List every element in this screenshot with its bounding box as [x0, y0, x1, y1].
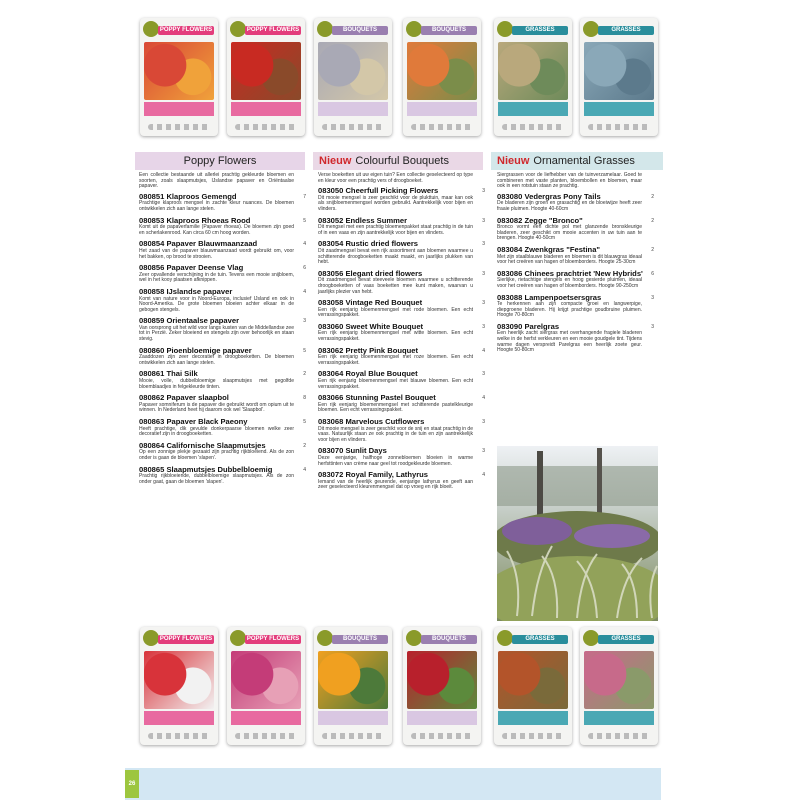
packet-stripe	[231, 102, 301, 116]
brand-logo-icon	[583, 21, 599, 37]
seed-packet	[314, 18, 392, 136]
product-count: 3	[482, 217, 485, 224]
product-title: 083088 Lampenpoetsersgras	[497, 292, 602, 302]
seed-packet	[494, 627, 572, 745]
product-desc: Van oorsprong uit het wild voor langs kusten van de Middellandse zee tot in Perzië. Zeker bloeiend en stengels zijn over behoorlijk en staan stevig.	[139, 324, 294, 343]
product-title: 080864 Californische Slaapmutsjes	[139, 440, 266, 450]
seed-packet	[140, 627, 218, 745]
column-poppy	[139, 172, 306, 489]
packet-brand: GRASSES	[598, 635, 654, 644]
product-title: 083082 Zegge "Bronco"	[497, 215, 583, 225]
product-desc: Bronco vormt een dichte pol met glanzende bronskleurige bladeren, zeer geschikt om mooie accenten in uw tuin aan te brengen. Hoogte 40-50cm	[497, 224, 642, 242]
product-desc: Dit mooie mengsel is zeer geschikt voor de plukttuin, maar kan ook als snijbloemenmengsel worden gebruikt. Aantrekkelijk voor bijen en vlinders.	[318, 194, 473, 212]
seed-packet	[580, 18, 658, 136]
product-title: 083062 Pretty Pink Bouquet	[318, 345, 419, 355]
product-item	[318, 369, 485, 390]
product-count: 3	[482, 419, 485, 425]
product-item	[497, 268, 654, 290]
brand-logo-icon	[317, 21, 333, 37]
packet-icons	[502, 733, 564, 739]
brand-logo-icon	[497, 21, 513, 37]
product-desc: Mooie, volle, dubbelbloemige slaapmutsjes met gegolfde bloemblaadjes in felgekleurde tinten.	[139, 378, 294, 390]
product-title: 080851 Klaproos Gemengd	[139, 191, 237, 201]
packet-stripe	[318, 711, 388, 725]
packet-brand: BOUQUETS	[332, 26, 388, 35]
product-title: 083054 Rustic dried flowers	[318, 239, 419, 249]
seed-packet	[494, 18, 572, 136]
product-title: 080858 IJslandse papaver	[139, 286, 233, 296]
product-count: 4	[303, 241, 306, 248]
packet-stripe	[318, 102, 388, 116]
packet-brand: POPPY FLOWERS	[246, 27, 300, 33]
product-title: 083070 Sunlit Days	[318, 446, 387, 456]
packet-photo	[498, 651, 568, 709]
product-desc: Het zaad van de papaver blauwmaanzaad wordt gebruikt om, voor het bakken, op brood te strooien.	[139, 247, 294, 260]
section-header-bouquets	[313, 152, 483, 170]
product-item	[318, 470, 485, 491]
product-desc: Dit mooie mengsel is zeer geschikt voor de snij en staat prachtig in de vaas. Natuurlijk staan ze ook prachtig in de tuin en zijn aantrekkelijk voor bijen en vlinders.	[318, 425, 473, 443]
packet-stripe	[498, 102, 568, 116]
product-count: 5	[303, 217, 306, 224]
packet-photo	[144, 42, 214, 100]
product-title: 080859 Orientaalse papaver	[139, 316, 240, 326]
product-desc: De bladeren zijn groen en grasachtig en de bloeiwijze heeft zeer fraaie pluimen. Hoogte 40-60cm	[497, 200, 642, 212]
product-desc: Op een zonnige plekje gezaaid zijn prachtig rijkbloeiend. Als de zon onder is gaan de bloemen 'slapen'.	[139, 449, 294, 461]
packet-stripe	[584, 102, 654, 116]
section-intro: Siergrassen voor de liefhebber van de tuinverzamelaar. Goed te combineren met vaste planten, bloembollen en bloemen, maar ook in een rotstuin staan ze prachtig.	[497, 172, 642, 190]
packet-brand: GRASSES	[512, 635, 568, 644]
product-title: 083052 Endless Summer	[318, 215, 408, 225]
product-desc: Te herkennen aan zijn compacte groei en langwerpige, diepgroene bladeren. Hij krijgt prachtige goudbruine pluimen. Hoogte 70-80cm	[497, 301, 642, 319]
seed-packet	[580, 627, 658, 745]
section-title: Poppy Flowers	[183, 155, 257, 167]
packet-brand: GRASSES	[598, 26, 654, 35]
seed-packet	[403, 18, 481, 136]
product-desc: Iemand van de heerlijk geurende, eenjarige lathyrus en geeft aan zeer geselecteerd kleurenmengsel dat op vroeg en rijk bloeit.	[318, 478, 473, 491]
packet-stripe	[144, 102, 214, 116]
product-desc: Een rijk eenjarig bloemenmengsel met schitterende pastelkleurige bloemen. Een echt verrassingspakket.	[318, 401, 473, 414]
product-title: 080856 Papaver Deense Vlag	[139, 263, 244, 273]
product-count: 3	[482, 241, 485, 248]
product-title: 083090 Parelgras	[497, 321, 560, 331]
product-item	[139, 369, 306, 390]
brand-logo-icon	[497, 630, 513, 646]
product-item	[318, 321, 485, 343]
product-item	[497, 215, 654, 242]
packet-icons	[235, 733, 297, 739]
product-desc: Een heerlijk zacht siergras met overhangende fragiele bladeren welke in de herfst verkleuren en een mooie goudgele tint. Tijdens warme dagen verspreidt Parelgras een heerlijk zoete geur. Hoogte 50-80cm	[497, 330, 642, 354]
product-title: 083066 Stunning Pastel Bouquet	[318, 393, 436, 403]
packet-icons	[148, 733, 210, 739]
product-title: 080860 Pioenbloemige papaver	[139, 345, 252, 355]
seed-packet	[227, 627, 305, 745]
product-count: 2	[651, 246, 654, 253]
product-count: 7	[303, 193, 306, 200]
product-desc: Dit mengsel met een prachtig bloemenpakket staat prachtig in de tuin of in een vaas en zijn aantrekkelijk voor bijen en vlinders.	[318, 224, 473, 236]
packet-icons	[322, 124, 384, 130]
section-title: Ornamental Grasses	[533, 155, 635, 167]
packet-icons	[411, 124, 473, 130]
packet-photo	[407, 651, 477, 709]
packet-stripe	[144, 711, 214, 725]
product-desc: Met zijn staalblauwe bladeren en bloemen is dit blauwgras ideaal voor het creëren van hagen of bloemborders. Hoogte 25-30cm	[497, 253, 642, 266]
packet-icons	[235, 124, 297, 130]
product-title: 083084 Zwenkgras "Festina"	[497, 244, 601, 254]
product-count: 3	[482, 371, 485, 378]
product-item	[139, 215, 306, 237]
packet-icons	[322, 733, 384, 739]
packet-brand: BOUQUETS	[421, 635, 477, 644]
product-desc: Zeer opvallende verschijning in de tuin. Tevens een mooie snijbloem, wel in het kooy plaatsen afknippen.	[139, 271, 294, 284]
product-item	[318, 186, 485, 212]
packet-stripe	[407, 711, 477, 725]
section-header-poppy	[135, 152, 305, 170]
packet-photo	[231, 651, 301, 709]
product-item	[497, 292, 654, 319]
garden-photo	[497, 446, 658, 621]
brand-logo-icon	[230, 630, 246, 646]
product-item	[318, 417, 485, 443]
product-count: 3	[482, 300, 485, 307]
product-desc: Prachtig rijkbloeiende, dubbelbloemige slaapmutsjes. Als de zon onder gaat, gaan de bloemen 'slapen'.	[139, 473, 294, 485]
packet-photo	[318, 42, 388, 100]
section-intro: Een collectie bestaande uit allerlei prachtig gekleurde bloemen en soorten, zoals slaapmutsjes, IJslandse papaver en Oriëntaalse papaver.	[139, 172, 294, 190]
product-desc: Sierlijke, rietachtige stengels en hoog gesierde pluimen, ideaal voor het creëren van hagen of bloemborders. Hoogte 90-250cm	[497, 277, 642, 289]
product-title: 083056 Elegant dried flowers	[318, 268, 423, 278]
packet-stripe	[498, 711, 568, 725]
product-count: 3	[303, 318, 306, 325]
product-title: 083068 Marvelous Cutflowers	[318, 417, 425, 426]
product-item	[318, 393, 485, 414]
seed-packet	[314, 627, 392, 745]
product-count: 3	[651, 323, 654, 330]
product-count: 4	[482, 472, 485, 479]
new-badge: Nieuw	[497, 155, 530, 167]
product-title: 080853 Klaproos Rhoeas Rood	[139, 215, 251, 225]
product-item	[139, 393, 306, 414]
product-desc: Zaaddozen zijn zeer decoratief in droogboeketten. De bloemen ontwikkelen zich aan lange stelen.	[139, 354, 294, 366]
packet-photo	[498, 42, 568, 100]
product-count: 2	[303, 442, 306, 449]
product-item	[139, 440, 306, 462]
section-intro: Verse boeketten uit uw eigen tuin? Een collectie geselecteerd op type en kleur voor een prachtig vers of droogboeket.	[318, 172, 473, 184]
product-title: 080865 Slaapmutsjes Dubbelbloemig	[139, 464, 273, 474]
grasses-photo-illustration	[497, 446, 658, 621]
product-count: 2	[303, 371, 306, 378]
product-title: 083060 Sweet White Bouquet	[318, 321, 424, 331]
product-count: 4	[303, 466, 306, 473]
packet-stripe	[407, 102, 477, 116]
product-count: 2	[651, 193, 654, 200]
product-item	[497, 321, 654, 354]
product-item	[139, 316, 306, 343]
packet-brand: BOUQUETS	[332, 635, 388, 644]
product-title: 080863 Papaver Black Paeony	[139, 417, 248, 426]
product-count: 3	[651, 294, 654, 301]
product-title: 080861 Thai Silk	[139, 369, 198, 379]
packet-icons	[588, 124, 650, 130]
product-item	[139, 239, 306, 260]
brand-logo-icon	[143, 21, 159, 37]
product-item	[318, 345, 485, 367]
packet-photo	[584, 42, 654, 100]
packet-stripe	[231, 711, 301, 725]
product-desc: Een rijk eenjarig bloemenmengsel met roze bloemen. Een echt verrassingspakket.	[318, 354, 473, 366]
packet-stripe	[584, 711, 654, 725]
product-item	[318, 298, 485, 319]
product-desc: Een rijk eenjarig bloemenmengsel met blauwe bloemen. Een echt verrassingspakket.	[318, 378, 473, 390]
packet-icons	[502, 124, 564, 130]
product-item	[497, 244, 654, 266]
product-count: 3	[482, 448, 485, 455]
packet-brand: POPPY FLOWERS	[159, 27, 213, 33]
product-desc: Komt van nature voor in Noord-Europa, inclusief IJsland en ook in Noord-Amerika. De grote bloemen bloeien achter elkaar in de gebogen stengels.	[139, 295, 294, 313]
product-item	[318, 446, 485, 467]
product-count: 3	[482, 323, 485, 330]
packet-brand: BOUQUETS	[421, 26, 477, 35]
product-desc: Dit zaadmengsel bevat steeveele bloemen waarmee u schitterende droogboeketten of vaas boeketten mee kunt maken, waarvan u jaarlijks plezier van hebt.	[318, 277, 473, 295]
product-title: 083058 Vintage Red Bouquet	[318, 298, 423, 308]
product-title: 083072 Royal Family, Lathyrus	[318, 470, 429, 480]
footer-bar	[125, 768, 661, 800]
product-title: 080854 Papaver Blauwmaanzaad	[139, 239, 258, 249]
product-desc: Een rijk eenjarig bloemenmengsel met rode bloemen. Een echt verrassingspakket.	[318, 306, 473, 319]
product-title: 083080 Vedergras Pony Tails	[497, 191, 601, 201]
product-title: 080862 Papaver slaapbol	[139, 393, 229, 403]
packet-photo	[231, 42, 301, 100]
product-item	[318, 239, 485, 266]
product-count: 2	[651, 217, 654, 224]
packet-brand: POPPY FLOWERS	[159, 636, 213, 642]
column-grasses	[497, 172, 654, 358]
product-count: 5	[303, 419, 306, 425]
product-desc: Prachtige klaproos mengsel in zachte kleur nuances. De bloemen ontwikkelen zich aan lange stelen.	[139, 200, 294, 212]
section-title: Colourful Bouquets	[355, 155, 449, 167]
product-item	[139, 345, 306, 367]
product-item	[139, 464, 306, 486]
product-item	[318, 268, 485, 295]
product-count: 6	[303, 265, 306, 272]
product-desc: Heeft prachtige, dik gevulde donkerpaarse bloemen welke zeer decoratief zijn in droogboeketten.	[139, 425, 294, 438]
product-count: 4	[482, 395, 485, 402]
product-count: 8	[303, 395, 306, 402]
product-item	[139, 417, 306, 438]
packet-icons	[148, 124, 210, 130]
brand-logo-icon	[406, 21, 422, 37]
product-count: 5	[303, 347, 306, 354]
packet-brand: POPPY FLOWERS	[246, 636, 300, 642]
product-item	[318, 215, 485, 237]
product-desc: Deze eenjarige, halfhoge zonnebloemen bloeien in warme herfsttinten van crème naar geel tot roodgekleurde bloemen.	[318, 454, 473, 467]
product-title: 083050 Cheerfull Picking Flowers	[318, 186, 439, 196]
new-badge: Nieuw	[319, 155, 352, 167]
product-desc: Papaver somniferum is de papaver die gebruikt wordt om opium uit te winnen. In Nederland heet hij daarom ook wel 'Slaapbol'.	[139, 401, 294, 414]
product-desc: Dit zaadmengsel bevat een rijk assortiment aan bloemen waarmee u schitterende droogboeketten maakt maakt, en jaarlijks plukken van hebt.	[318, 247, 473, 266]
product-count: 4	[482, 347, 485, 354]
packet-brand: GRASSES	[512, 26, 568, 35]
brand-logo-icon	[583, 630, 599, 646]
seed-packet	[403, 627, 481, 745]
product-count: 3	[482, 188, 485, 195]
page-number: 26	[125, 770, 139, 798]
packet-photo	[318, 651, 388, 709]
packet-icons	[411, 733, 473, 739]
product-desc: Een rijk eenjarig bloemenmengsel met witte bloemen. Een echt verrassingspakket.	[318, 330, 473, 343]
product-count: 6	[651, 270, 654, 277]
product-item	[139, 263, 306, 284]
packet-photo	[144, 651, 214, 709]
product-count: 3	[482, 270, 485, 277]
product-count: 4	[303, 288, 306, 295]
brand-logo-icon	[406, 630, 422, 646]
packet-icons	[588, 733, 650, 739]
seed-packet	[140, 18, 218, 136]
product-item	[139, 191, 306, 213]
column-bouquets	[318, 172, 485, 495]
product-item	[497, 191, 654, 213]
product-title: 083086 Chinees prachtriet 'New Hybrids'	[497, 268, 643, 278]
product-title: 083064 Royal Blue Bouquet	[318, 369, 418, 379]
brand-logo-icon	[317, 630, 333, 646]
seed-packet	[227, 18, 305, 136]
product-desc: Komt uit de papaverfamilie (Papaver rhoeas). De bloemen zijn goed en scherlakenrood. Kan circa 60 cm hoog worden.	[139, 224, 294, 236]
brand-logo-icon	[143, 630, 159, 646]
section-header-grasses	[491, 152, 663, 170]
product-item	[139, 286, 306, 313]
packet-photo	[407, 42, 477, 100]
packet-photo	[584, 651, 654, 709]
brand-logo-icon	[230, 21, 246, 37]
